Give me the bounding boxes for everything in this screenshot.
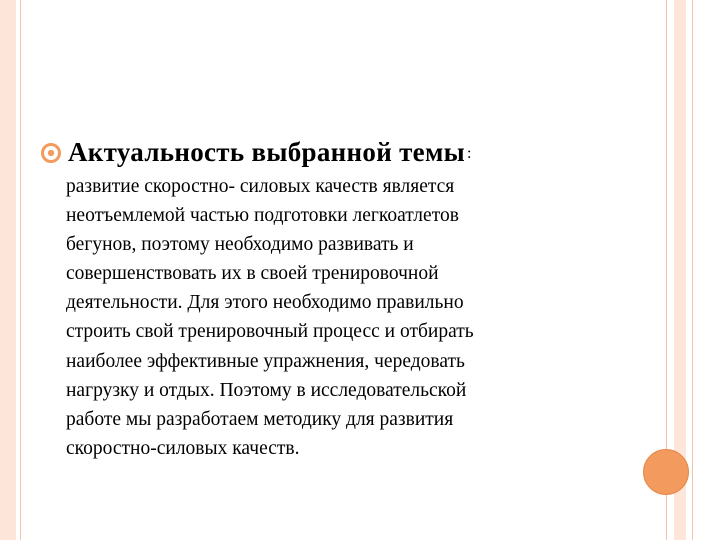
body-line: работе мы разработаем методику для развития (66, 408, 454, 430)
heading-row (40, 134, 640, 170)
circle-bullet-icon (40, 142, 62, 164)
body-line: деятельности. Для этого необходимо правильно (66, 292, 464, 314)
decorative-circle (643, 449, 689, 495)
frame-right-line-outer (692, 0, 693, 540)
body-line: неотъемлемой частью подготовки легкоатлетов (66, 205, 459, 227)
body-line: развитие скоростно- силовых качеств является (66, 176, 455, 197)
frame-left-band (0, 0, 16, 540)
body-line: скоростно-силовых качеств. (66, 437, 300, 459)
body-line: строить свой тренировочный процесс и отбирать (66, 321, 474, 343)
body-line: бегунов, поэтому необходимо развивать и (66, 234, 414, 256)
body-line: совершенствовать их в своей тренировочной (66, 263, 439, 285)
frame-left-line (20, 0, 21, 540)
slide-content (40, 134, 640, 463)
body-paragraph (66, 172, 626, 463)
heading-colon: : (467, 145, 472, 162)
body-line: нагрузку и отдых. Поэтому в исследовательской (66, 379, 467, 401)
slide-heading: Актуальность выбранной темы (68, 136, 466, 167)
body-line: наиболее эффективные упражнения, чередовать (66, 350, 465, 372)
